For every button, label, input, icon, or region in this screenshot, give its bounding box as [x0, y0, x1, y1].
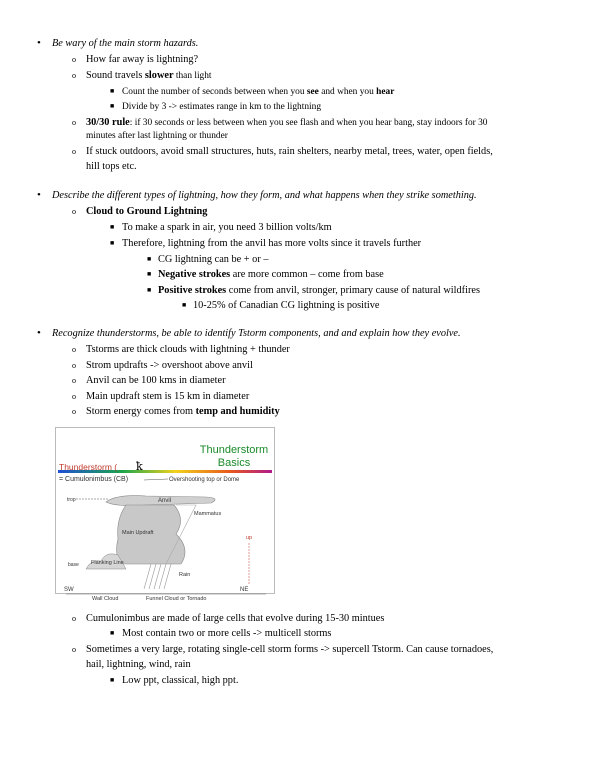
overshoot-label: Overshooting top or Dome: [169, 477, 240, 483]
trop-label: trop: [67, 497, 76, 503]
list-item: ■ Divide by 3 -> estimates range in km to the lightning: [110, 102, 322, 112]
lightning-icon: ꝁ: [136, 461, 143, 473]
bullet-circle: o: [72, 361, 76, 370]
bullet-circle: o: [72, 71, 76, 80]
bullet-dot: •: [37, 327, 41, 339]
list-item: ■ Most contain two or more cells -> multicell storms: [110, 628, 332, 639]
list-item: ■ Negative strokes are more common – come from base: [147, 269, 384, 280]
list-item: o If stuck outdoors, avoid small structures, huts, rain shelters, nearby metal, trees, water, open fields,: [72, 146, 493, 157]
bullet-dot: •: [37, 189, 41, 201]
rain-shafts: [144, 564, 171, 589]
thunderstorm-label: Thunderstorm (: [59, 462, 118, 472]
list-item: o Cloud to Ground Lightning: [72, 206, 208, 217]
anvil-label: Anvil: [158, 498, 172, 504]
bullet-circle: o: [72, 376, 76, 385]
list-item: o How far away is lightning?: [72, 54, 199, 65]
list-item: o Sometimes a very large, rotating single-cell storm forms -> supercell Tstorm. Can cause tornadoes,: [72, 644, 494, 655]
section-heading: • Describe the different types of lightning, how they form, and what happens when they strike something.: [37, 189, 477, 201]
bullet-circle: o: [72, 645, 76, 654]
bullet-circle: o: [72, 407, 76, 416]
list-item: o Strom updrafts -> overshoot above anvil: [72, 360, 253, 371]
bullet-square: ■: [110, 629, 115, 637]
bullet-square: ■: [110, 102, 115, 110]
list-item-continued: minutes after last lightning or thunder: [86, 131, 228, 141]
cumulonimbus-label: = Cumulonimbus (CB): [59, 476, 129, 483]
section-heading: • Be wary of the main storm hazards.: [37, 37, 199, 49]
list-item: ■ Positive strokes come from anvil, stronger, primary cause of natural wildfires: [147, 285, 480, 296]
list-item: ■ Therefore, lightning from the anvil has more volts since it travels further: [110, 238, 422, 249]
bullet-circle: o: [72, 55, 76, 64]
bullet-square: ■: [110, 676, 115, 684]
list-item: ■ 10-25% of Canadian CG lightning is positive: [182, 300, 380, 311]
list-item: o Storm energy comes from temp and humidity: [72, 406, 280, 417]
thunderstorm-diagram-svg: [56, 428, 274, 615]
bullet-square: ■: [147, 270, 152, 278]
mammatus-label: Mammatus: [194, 511, 222, 517]
main-updraft-label: Main Updraft: [122, 530, 154, 536]
bullet-square: ■: [147, 255, 152, 263]
list-item-continued: hail, lightning, wind, rain: [86, 659, 191, 670]
base-label: base: [68, 562, 79, 568]
thunderstorm-diagram: [55, 427, 275, 602]
funnel-cloud-label: Funnel Cloud or Tornado: [146, 596, 207, 602]
bullet-square: ■: [147, 286, 152, 294]
sw-label: SW: [64, 587, 74, 593]
list-item: ■ CG lightning can be + or –: [147, 254, 269, 265]
bullet-circle: o: [72, 345, 76, 354]
list-item: o Anvil can be 100 kms in diameter: [72, 375, 226, 386]
list-item: o Tstorms are thick clouds with lightning + thunder: [72, 344, 290, 355]
ne-label: NE: [240, 587, 249, 593]
rain-label: Rain: [179, 572, 191, 578]
list-item: ■ To make a spark in air, you need 3 billion volts/km: [110, 222, 332, 233]
bullet-circle: o: [72, 614, 76, 623]
list-item: o Cumulonimbus are made of large cells that evolve during 15-30 mintues: [72, 613, 385, 624]
bullet-dot: •: [37, 37, 41, 49]
diagram-title-line2: Basics: [217, 457, 251, 469]
diagram-title-line1: Thunderstorm: [199, 444, 269, 456]
wall-cloud-label: Wall Cloud: [92, 596, 119, 602]
list-item: o Main updraft stem is 15 km in diameter: [72, 391, 250, 402]
bullet-circle: o: [72, 147, 76, 156]
list-item: ■ Low ppt, classical, high ppt.: [110, 675, 239, 686]
list-item-continued: hill tops etc.: [86, 161, 137, 172]
bullet-circle: o: [72, 118, 76, 127]
bullet-square: ■: [182, 301, 187, 309]
section-heading: • Recognize thunderstorms, be able to identify Tstorm components, and and explain how they evolve.: [37, 327, 461, 339]
list-item: ■ Count the number of seconds between when you see and when you hear: [110, 87, 395, 97]
list-item: o Sound travels slower than light: [72, 70, 212, 81]
up-label: up: [246, 535, 253, 541]
bullet-circle: o: [72, 207, 76, 216]
bullet-square: ■: [110, 87, 115, 95]
list-item: o 30/30 rule: if 30 seconds or less between when you see flash and when you hear bang, stay indoors for 30: [72, 117, 488, 128]
bullet-circle: o: [72, 392, 76, 401]
bullet-square: ■: [110, 223, 115, 231]
overshoot-pointer: [144, 479, 168, 480]
bullet-square: ■: [110, 239, 115, 247]
flanking-line-label: Flanking Line: [91, 560, 124, 566]
